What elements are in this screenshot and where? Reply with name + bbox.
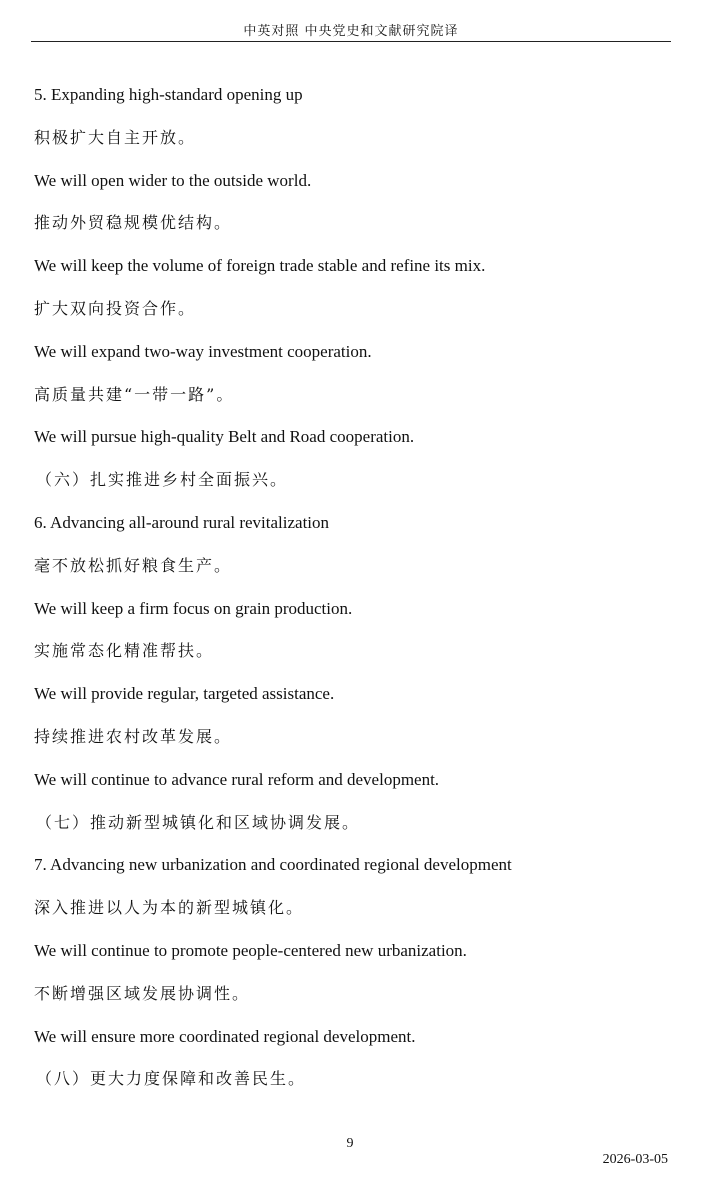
page-number: 9: [346, 1136, 354, 1151]
paragraph-zh: 高质量共建“一带一路”。: [34, 384, 235, 404]
paragraph-zh: 不断增强区域发展协调性。: [34, 983, 251, 1003]
paragraph-en: We will keep a firm focus on grain production.: [34, 598, 353, 618]
paragraph-zh: 推动外贸稳规模优结构。: [34, 213, 233, 233]
paragraph-en: We will continue to promote people-centered new urbanization.: [34, 940, 467, 960]
document-body: [34, 74, 674, 1101]
paragraph-en: We will provide regular, targeted assistance.: [34, 684, 335, 704]
paragraph-en: We will keep the volume of foreign trade stable and refine its mix.: [34, 256, 486, 276]
heading-en-5: 5. Expanding high-standard opening up: [34, 85, 303, 104]
paragraph-zh: 扩大双向投资合作。: [34, 298, 197, 318]
heading-en-7: 7. Advancing new urbanization and coordinated regional development: [34, 855, 512, 875]
paragraph-en: We will continue to advance rural reform and development.: [34, 769, 440, 789]
paragraph-en: We will expand two-way investment cooperation.: [34, 341, 372, 361]
header-divider: [31, 41, 671, 42]
heading-zh-6: （六）扎实推进乡村全面振兴。: [36, 470, 289, 490]
page-header-title: 中英对照 中央党史和文献研究院译: [243, 24, 459, 39]
heading-zh-7: （七）推动新型城镇化和区域协调发展。: [36, 812, 361, 832]
heading-zh-8: （八）更大力度保障和改善民生。: [36, 1069, 307, 1089]
paragraph-zh: 深入推进以人为本的新型城镇化。: [34, 898, 305, 918]
paragraph-zh: 毫不放松抓好粮食生产。: [34, 555, 233, 575]
paragraph-en: We will pursue high-quality Belt and Road cooperation.: [34, 427, 415, 447]
paragraph-zh: 实施常态化精准帮扶。: [34, 641, 215, 661]
paragraph-zh: 持续推进农村改革发展。: [34, 726, 233, 746]
paragraph-zh: 积极扩大自主开放。: [34, 127, 197, 147]
paragraph-en: We will open wider to the outside world.: [34, 170, 312, 190]
page-date: 2026-03-05: [602, 1152, 668, 1167]
heading-en-6: 6. Advancing all-around rural revitalization: [34, 512, 330, 532]
paragraph-en: We will ensure more coordinated regional development.: [34, 1026, 416, 1046]
